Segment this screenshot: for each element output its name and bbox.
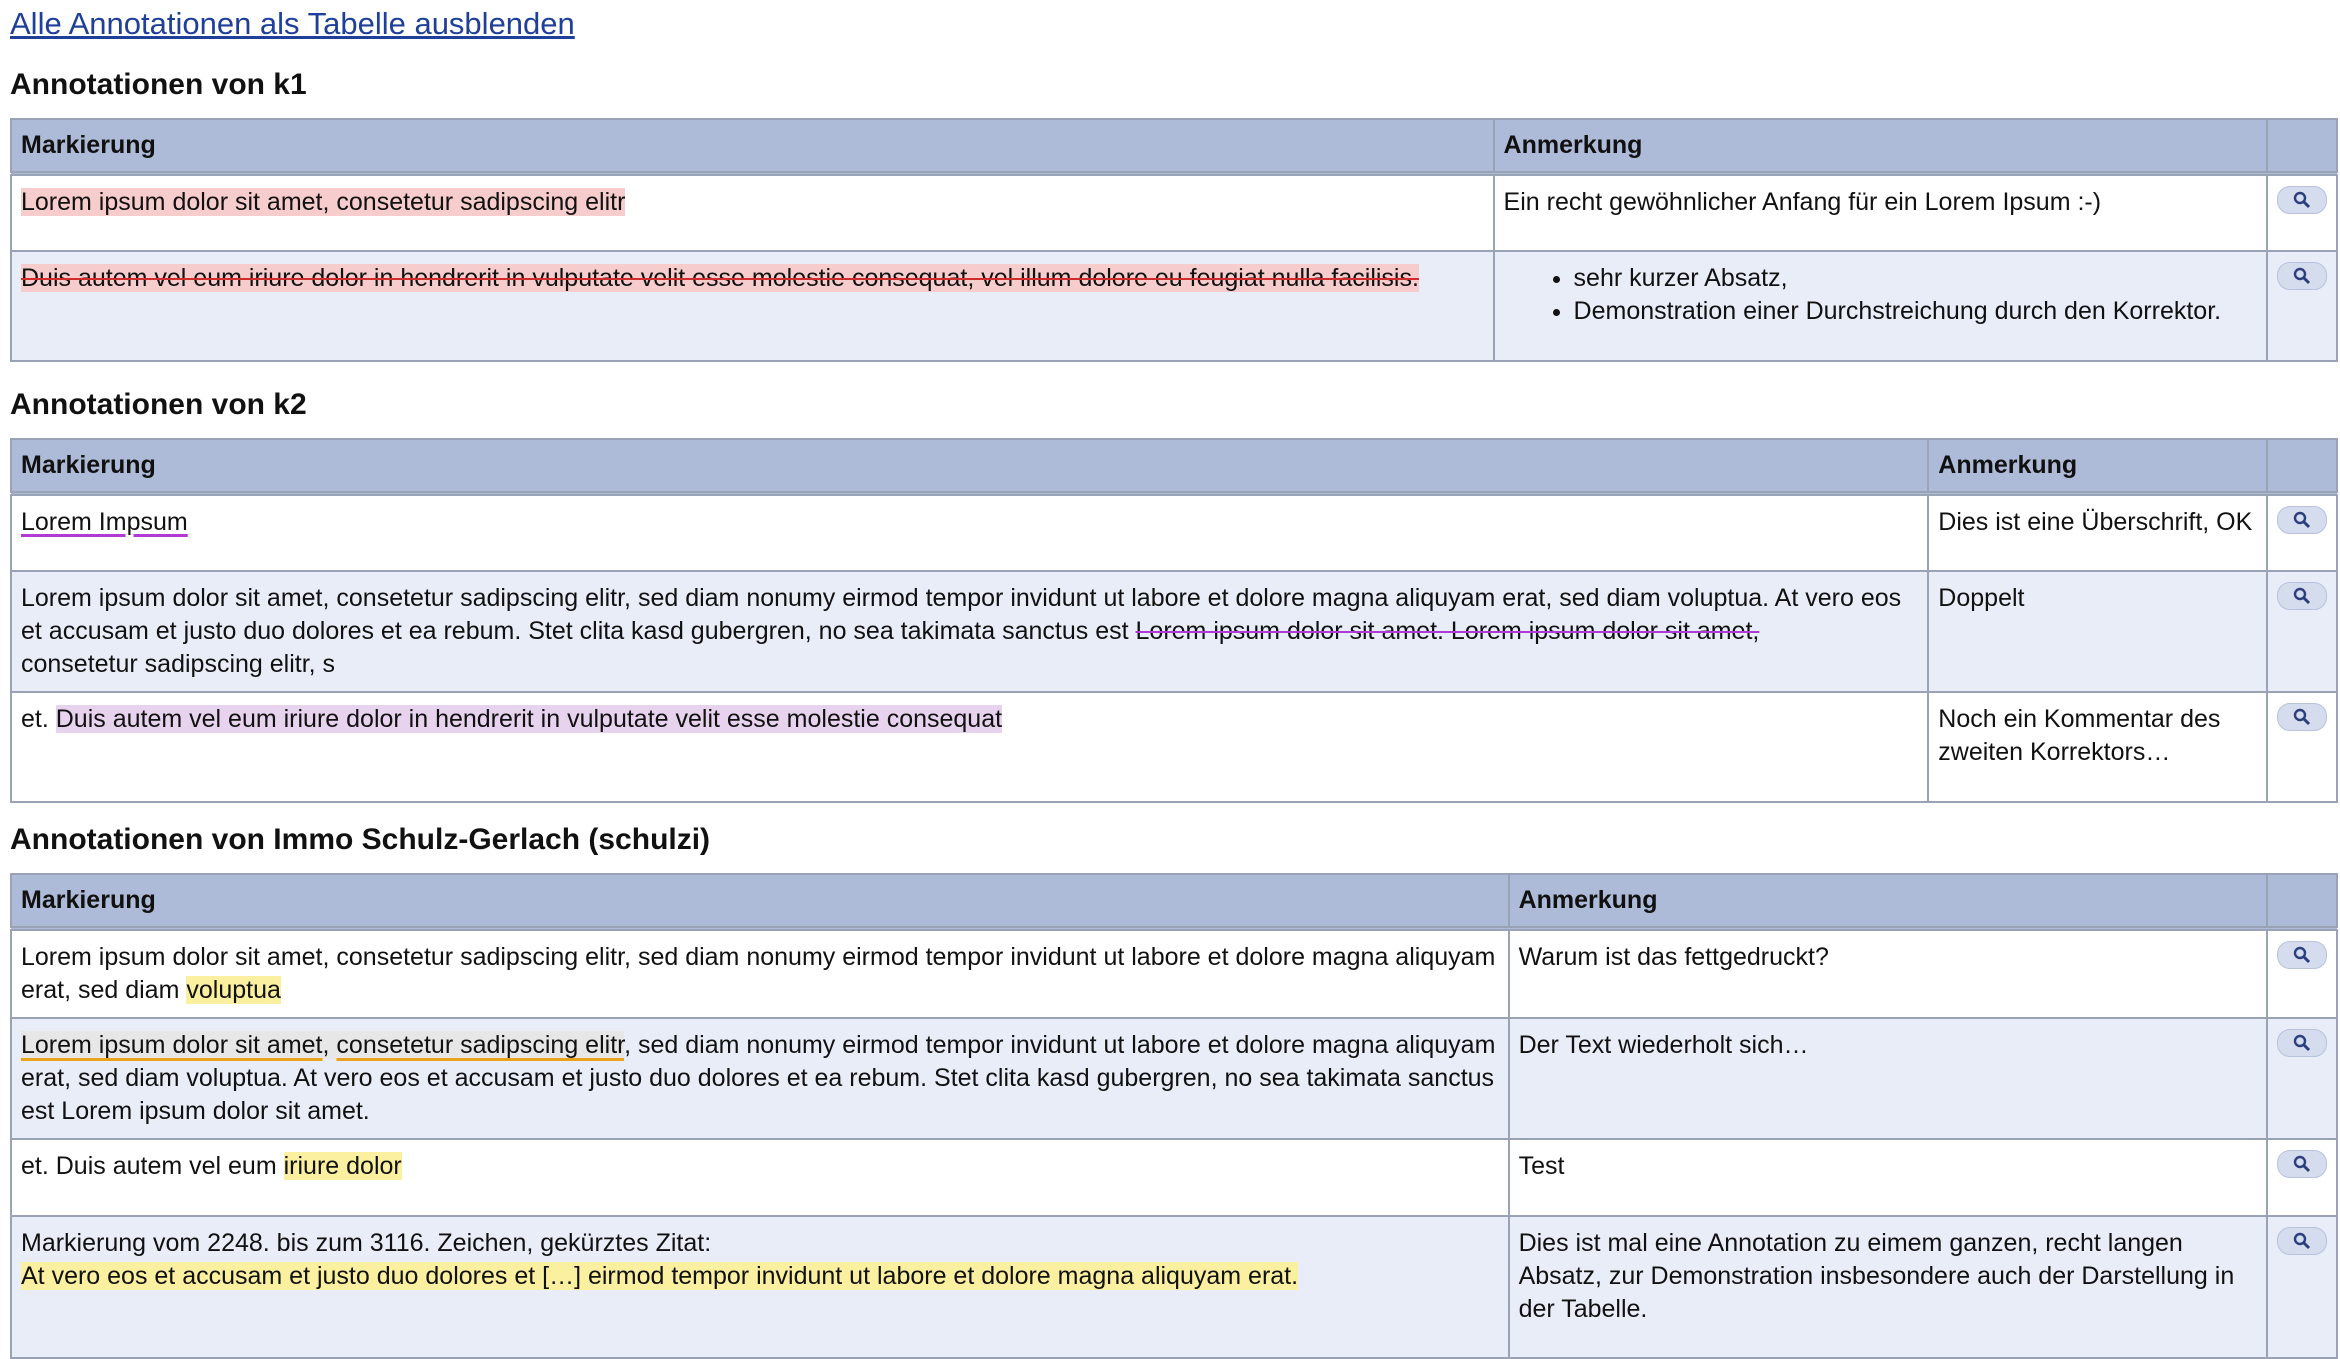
note-list-item: • Demonstration einer Durchstreichung durch den Korrektor. (1574, 295, 2257, 328)
note-cell: Dies ist eine Überschrift, OK (1928, 494, 2267, 571)
magnifier-icon (2293, 511, 2311, 529)
annotations-table-schulzi (10, 873, 2338, 1359)
column-header-markierung: Markierung (11, 874, 1509, 929)
magnifier-icon (2293, 1155, 2311, 1173)
context-text: Lorem ipsum dolor sit amet, consetetur sadipscing elitr, sed diam nonumy eirmod tempor invidunt ut labore et dolore magna aliquyam erat, sed diam (21, 943, 1496, 1004)
note-cell (1494, 251, 2267, 361)
column-header-anmerkung: Anmerkung (1494, 119, 2267, 174)
table-row (11, 929, 2337, 1019)
zoom-to-annotation-button[interactable] (2277, 1227, 2327, 1255)
marking-cell (11, 251, 1494, 361)
note-cell: Warum ist das fettgedruckt? (1509, 929, 2267, 1019)
zoom-to-annotation-button[interactable] (2277, 1029, 2327, 1057)
column-header-markierung: Markierung (11, 119, 1494, 174)
marked-text: iriure dolor (283, 1152, 402, 1180)
column-header-actions (2267, 119, 2337, 174)
column-header-actions (2267, 874, 2337, 929)
note-cell: Der Text wiederholt sich… (1509, 1018, 2267, 1139)
note-cell: Test (1509, 1139, 2267, 1216)
context-text: et. Duis autem vel eum (21, 1152, 284, 1180)
context-text: Lorem ipsum dolor sit amet, consetetur sadipscing elitr, sed diam nonumy eirmod tempor invidunt ut labore et dolore magna aliquyam erat, sed diam voluptua. At vero eos et accusam et justo duo dolores et ea rebum. Stet clita kasd gubergren, no sea takimata sanctus est (21, 583, 1902, 645)
marking-cell (11, 1139, 1509, 1216)
marking-cell (11, 1216, 1509, 1358)
note-list-item: • sehr kurzer Absatz, (1574, 262, 2257, 295)
column-header-markierung: Markierung (11, 439, 1928, 494)
zoom-to-annotation-button[interactable] (2277, 703, 2327, 731)
marking-cell (11, 1018, 1509, 1139)
marked-text: Lorem ipsum dolor sit amet (21, 1031, 323, 1059)
table-row (11, 1139, 2337, 1216)
table-row (11, 174, 2337, 251)
magnifier-icon (2293, 946, 2311, 964)
hide-annotations-table-link[interactable]: Alle Annotationen als Tabelle ausblenden (10, 6, 575, 41)
column-header-anmerkung: Anmerkung (1928, 439, 2267, 494)
zoom-to-annotation-button[interactable] (2277, 506, 2327, 534)
marking-info: Markierung vom 2248. bis zum 3116. Zeichen, gekürztes Zitat: (21, 1229, 712, 1257)
marked-text: voluptua (186, 976, 281, 1004)
marked-text: Lorem ipsum dolor sit amet, consetetur sadipscing elitr (21, 188, 626, 216)
section-title-k2: Annotationen von k2 (10, 388, 307, 421)
zoom-to-annotation-button[interactable] (2277, 582, 2327, 610)
magnifier-icon (2293, 191, 2311, 209)
marking-cell (11, 929, 1509, 1019)
note-cell: Ein recht gewöhnlicher Anfang für ein Lorem Ipsum :-) (1494, 174, 2267, 251)
note-cell: Doppelt (1928, 571, 2267, 692)
zoom-to-annotation-button[interactable] (2277, 262, 2327, 290)
magnifier-icon (2293, 1034, 2311, 1052)
marked-text: At vero eos et accusam et justo duo dolores et […] eirmod tempor invidunt ut labore et dolore magna aliquyam erat. (21, 1262, 1299, 1290)
note-list (1504, 262, 2257, 328)
note-cell: Noch ein Kommentar des zweiten Korrektors… (1928, 692, 2267, 802)
column-header-anmerkung: Anmerkung (1509, 874, 2267, 929)
marked-text: Duis autem vel eum iriure dolor in hendrerit in vulputate velit esse molestie consequat, vel illum dolore eu feugiat nulla facilisis. (21, 263, 1419, 292)
zoom-to-annotation-button[interactable] (2277, 1150, 2327, 1178)
annotations-table-k2 (10, 438, 2338, 803)
section-title-k1: Annotationen von k1 (10, 68, 307, 101)
marking-cell (11, 692, 1928, 802)
table-row (11, 571, 2337, 692)
marking-cell (11, 571, 1928, 692)
magnifier-icon (2293, 587, 2311, 605)
marked-text: Lorem ipsum dolor sit amet. Lorem ipsum dolor sit amet, (1135, 616, 1760, 645)
context-text: et. (21, 704, 56, 733)
context-text: , (322, 1031, 337, 1059)
marked-text: Lorem Impsum (21, 508, 188, 536)
marked-text: consetetur sadipscing elitr (336, 1031, 625, 1059)
marked-text: Duis autem vel eum iriure dolor in hendrerit in vulputate velit esse molestie consequat (55, 704, 1003, 733)
marking-cell (11, 494, 1928, 571)
magnifier-icon (2293, 1232, 2311, 1250)
table-row (11, 1216, 2337, 1358)
context-text: consetetur sadipscing elitr, s (21, 649, 336, 678)
table-row (11, 494, 2337, 571)
magnifier-icon (2293, 267, 2311, 285)
table-row (11, 1018, 2337, 1139)
column-header-actions (2267, 439, 2337, 494)
zoom-to-annotation-button[interactable] (2277, 941, 2327, 969)
magnifier-icon (2293, 708, 2311, 726)
table-row (11, 692, 2337, 802)
context-text: , sed diam nonumy eirmod tempor invidunt ut labore et dolore magna aliquyam erat, sed diam voluptua. At vero eos et accusam et justo duo dolores et ea rebum. Stet clita kasd gubergren, no sea takimata sanctus est Lorem ipsum dolor sit amet. (21, 1031, 1496, 1125)
note-cell: Dies ist mal eine Annotation zu eimem ganzen, recht langen Absatz, zur Demonstration insbesondere auch der Darstellung in der Tabelle. (1509, 1216, 2267, 1358)
zoom-to-annotation-button[interactable] (2277, 186, 2327, 214)
table-row (11, 251, 2337, 361)
marking-cell (11, 174, 1494, 251)
section-title-schulzi: Annotationen von Immo Schulz-Gerlach (schulzi) (10, 823, 711, 856)
annotations-table-k1 (10, 118, 2338, 362)
